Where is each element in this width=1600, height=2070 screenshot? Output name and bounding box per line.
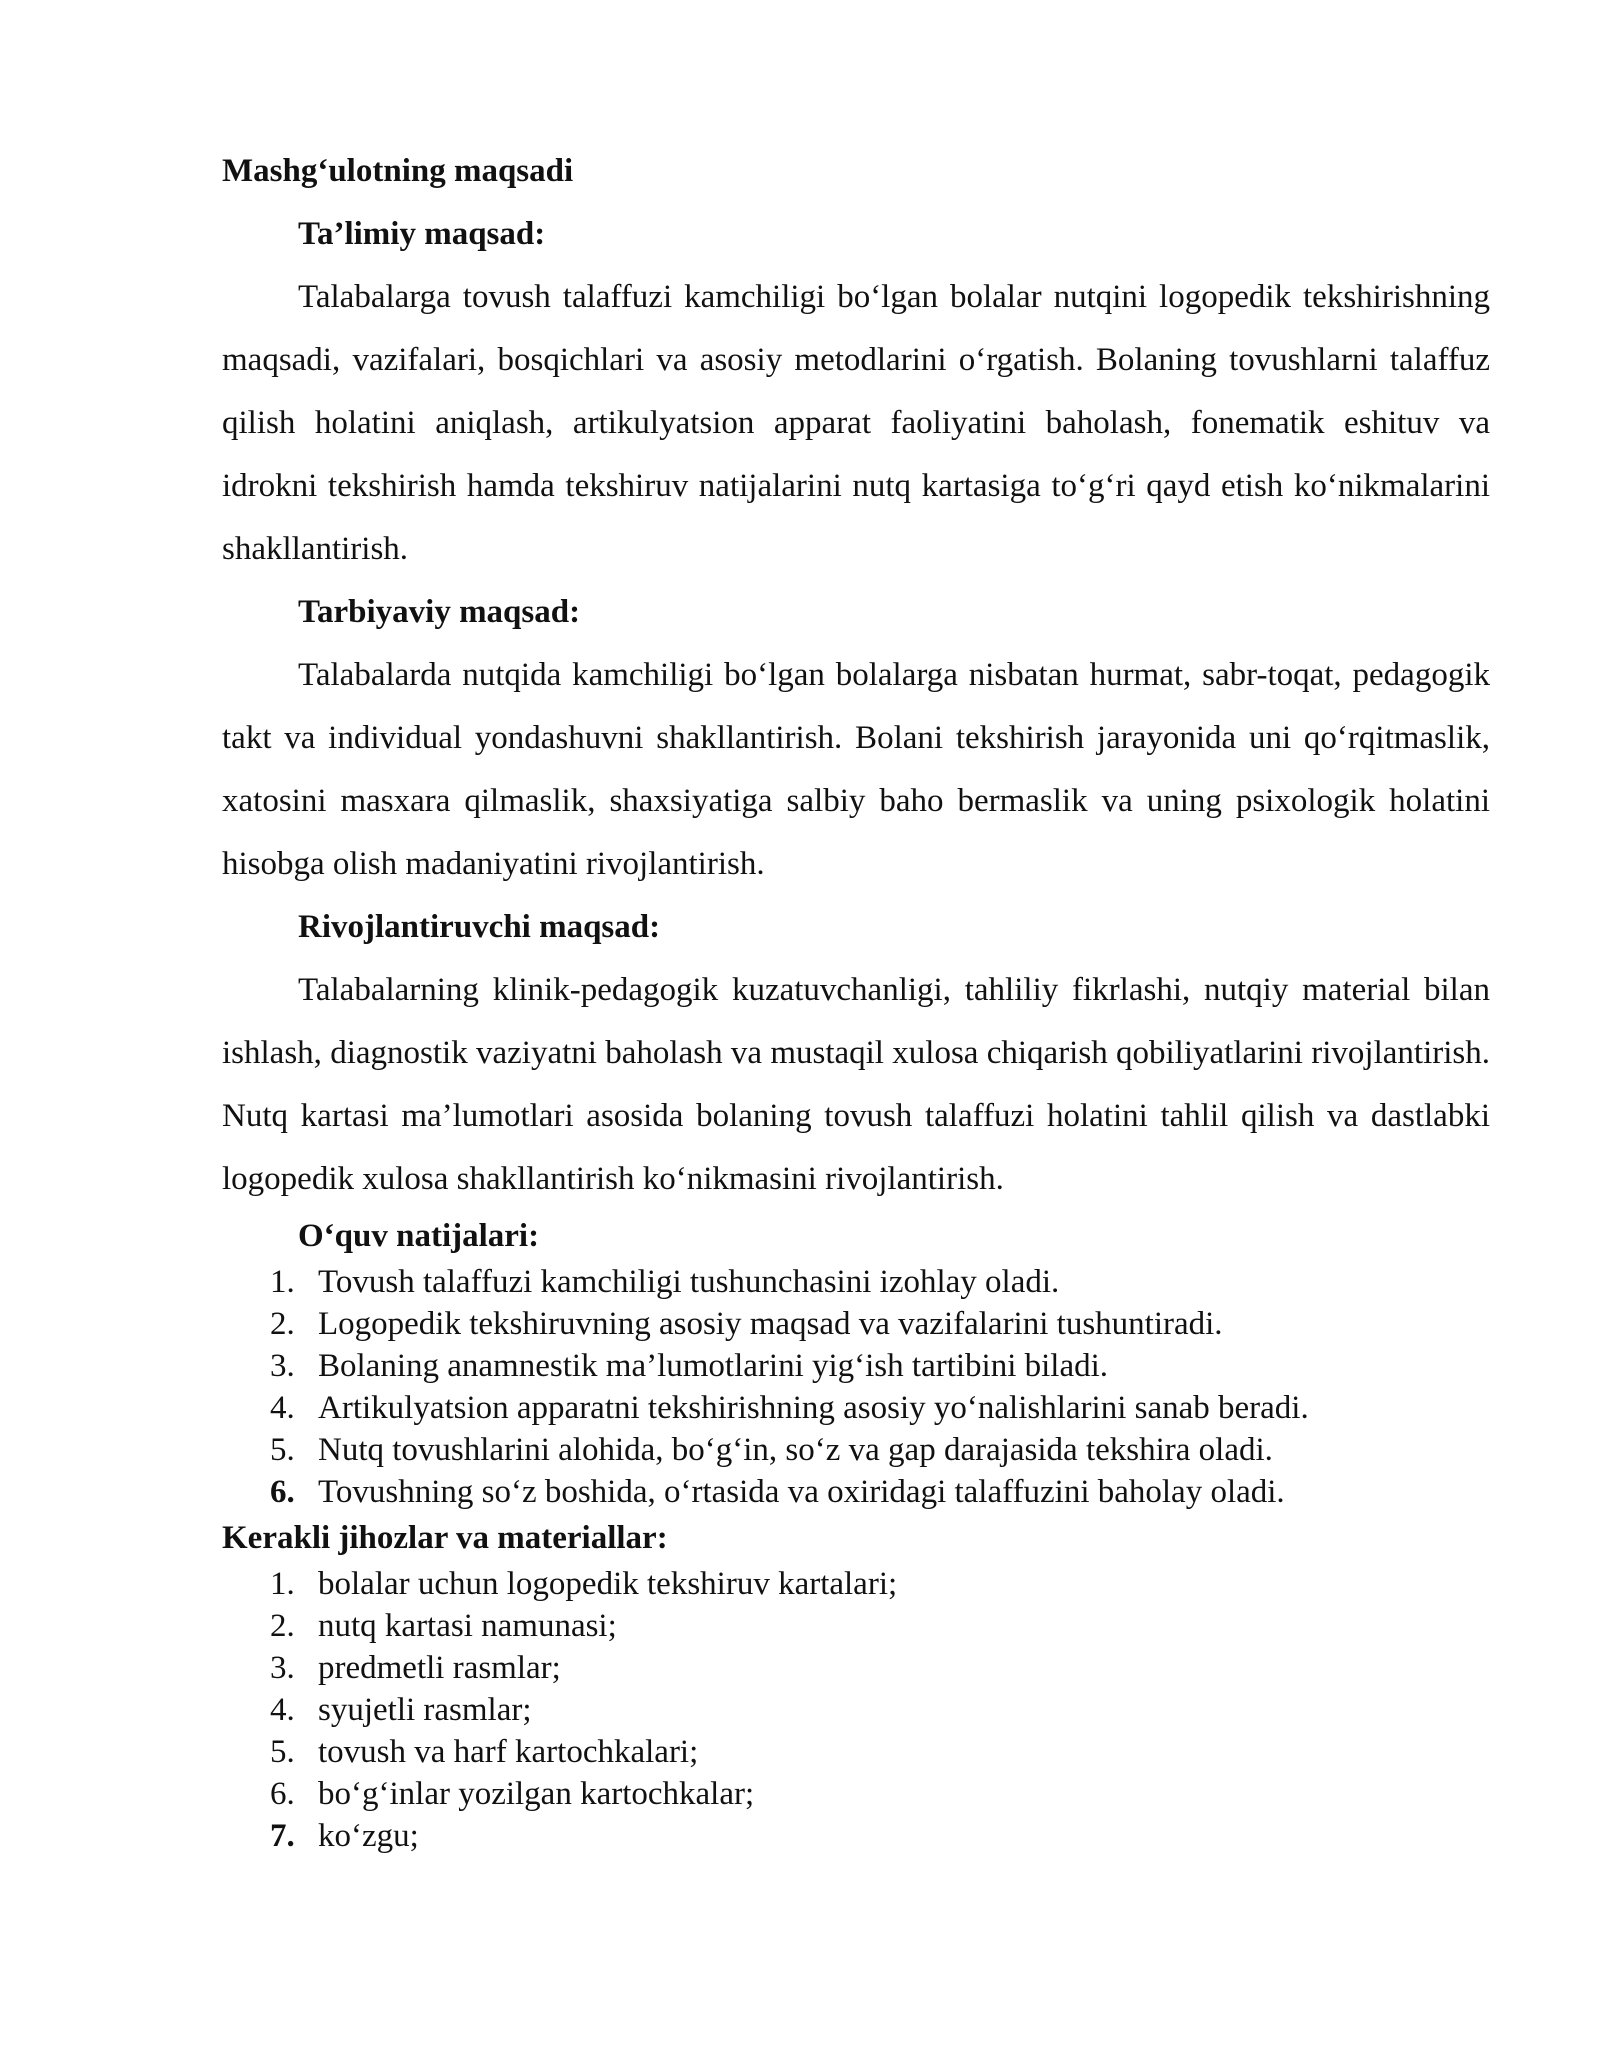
materials-list [222, 1563, 1490, 1857]
educational-goal-text: Talabalarga tovush talaffuzi kamchiligi bo‘lgan bolalar nutqini logopedik tekshirishning maqsadi, vazifalari, bosqichlari va asosiy metodlarini o‘rgatish. Bolaning tovushlarni talaffuz qilish holatini aniqlash, artikulyatsion apparat faoliyatini baholash, fonematik eshituv va idrokni tekshirish hamda tekshiruv natijalarini nutq kartasiga to‘g‘ri qayd etish ko‘nikmalarini shakllantirish. [222, 279, 1490, 567]
list-item: 1. Tovush talaffuzi kamchiligi tushunchasini izohlay oladi. [270, 1264, 1060, 1300]
materials-heading: Kerakli jihozlar va materiallar: [222, 1520, 668, 1556]
list-item: 5. tovush va harf kartochkalari; [270, 1734, 699, 1770]
upbringing-goal-heading: Tarbiyaviy maqsad: [298, 594, 581, 630]
learning-outcomes-list [222, 1261, 1490, 1513]
learning-outcomes-heading: O‘quv natijalari: [298, 1218, 540, 1254]
list-item: 2. Logopedik tekshiruvning asosiy maqsad va vazifalarini tushuntiradi. [270, 1306, 1223, 1342]
list-item: 2. nutq kartasi namunasi; [270, 1608, 617, 1644]
list-item: 6. Tovushning so‘z boshida, o‘rtasida va oxiridagi talaffuzini baholay oladi. [270, 1474, 1285, 1510]
list-item: 3. Bolaning anamnestik ma’lumotlarini yig‘ish tartibini biladi. [270, 1348, 1109, 1384]
list-item: 7. ko‘zgu; [270, 1818, 419, 1854]
upbringing-goal-text: Talabalarda nutqida kamchiligi bo‘lgan bolalarga nisbatan hurmat, sabr-toqat, pedagogik takt va individual yondashuvni shakllantirish. Bolani tekshirish jarayonida uni qo‘rqitmaslik, xatosini masxara qilmaslik, shaxsiyatiga salbiy baho bermaslik va uning psixologik holatini hisobga olish madaniyatini rivojlantirish. [222, 657, 1490, 882]
list-item: 4. syujetli rasmlar; [270, 1692, 532, 1728]
list-item: 4. Artikulyatsion apparatni tekshirishning asosiy yo‘nalishlarini sanab beradi. [270, 1390, 1309, 1426]
section-title: Mashg‘ulotning maqsadi [222, 153, 574, 189]
document-page [222, 140, 1490, 1857]
list-item: 1. bolalar uchun logopedik tekshiruv kartalari; [270, 1566, 898, 1602]
educational-goal-heading: Ta’limiy maqsad: [298, 216, 546, 252]
list-item: 5. Nutq tovushlarini alohida, bo‘g‘in, so‘z va gap darajasida tekshira oladi. [270, 1432, 1273, 1468]
list-item: 6. bo‘g‘inlar yozilgan kartochkalar; [270, 1776, 755, 1812]
developmental-goal-text: Talabalarning klinik-pedagogik kuzatuvchanligi, tahliliy fikrlashi, nutqiy material bilan ishlash, diagnostik vaziyatni baholash va mustaqil xulosa chiqarish qobiliyatlarini rivojlantirish. Nutq kartasi ma’lumotlari asosida bolaning tovush talaffuzi holatini tahlil qilish va dastlabki logopedik xulosa shakllantirish ko‘nikmasini rivojlantirish. [222, 972, 1490, 1197]
list-item: 3. predmetli rasmlar; [270, 1650, 561, 1686]
developmental-goal-heading: Rivojlantiruvchi maqsad: [298, 909, 661, 945]
